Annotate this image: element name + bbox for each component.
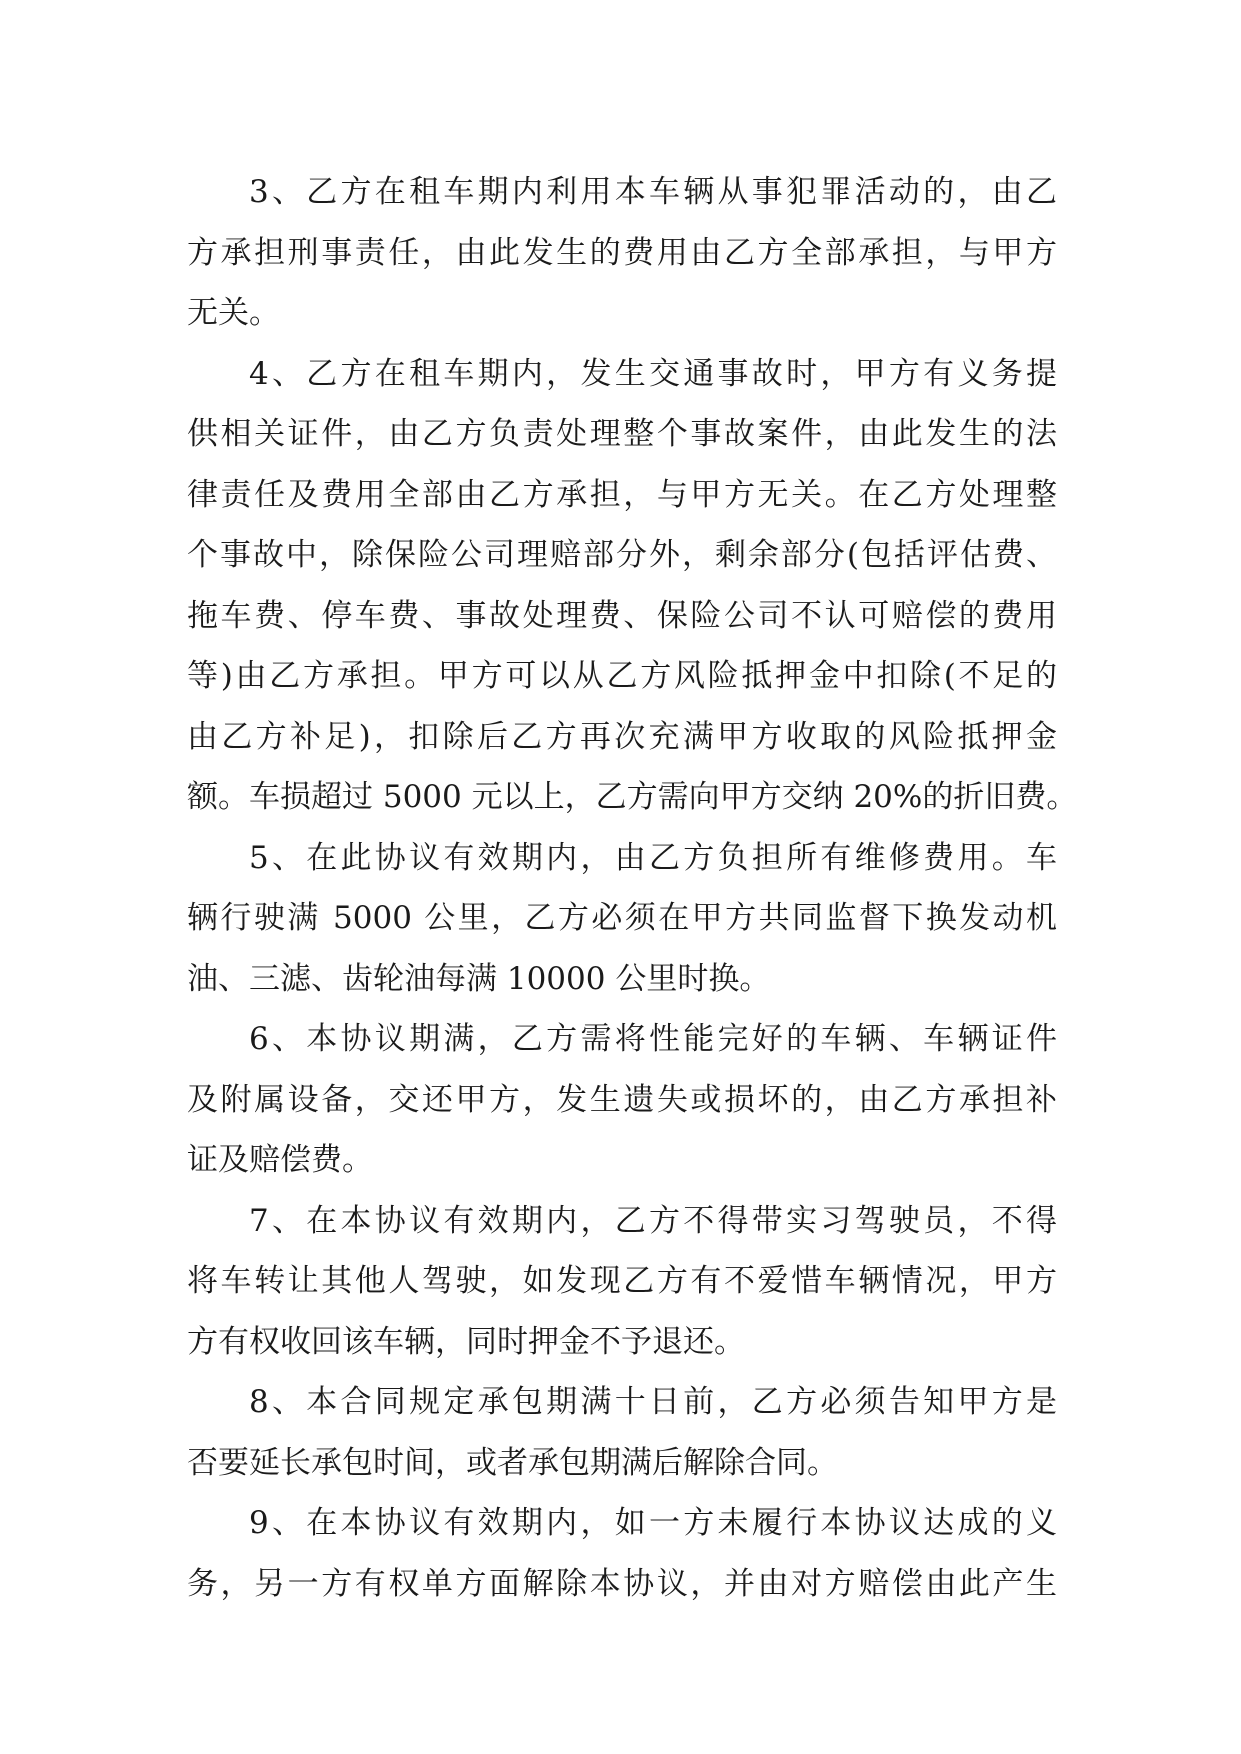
text-line: 4、乙方在租车期内，发生交通事故时，甲方有义务提	[249, 355, 1057, 392]
text-line: 务，另一方有权单方面解除本协议，并由对方赔偿由此产生	[187, 1565, 1057, 1602]
text-line: 证及赔偿费。	[187, 1142, 373, 1178]
text-line: 将车转让其他人驾驶，如发现乙方有不爱惜车辆情况，甲方	[187, 1263, 1057, 1299]
text-line: 8、本合同规定承包期满十日前，乙方必须告知甲方是	[249, 1384, 1057, 1420]
text-line: 辆行驶满 5000 公里，乙方必须在甲方共同监督下换发动机	[187, 900, 1057, 936]
text-line: 否要延长承包时间，或者承包期满后解除合同。	[187, 1444, 838, 1481]
text-line: 9、在本协议有效期内，如一方未履行本协议达成的义	[249, 1505, 1057, 1541]
text-line: 方有权收回该车辆，同时押金不予退还。	[187, 1323, 745, 1360]
text-line: 3、乙方在租车期内利用本车辆从事犯罪活动的，由乙	[249, 174, 1057, 210]
text-line: 由乙方补足)，扣除后乙方再次充满甲方收取的风险抵押金	[187, 718, 1057, 755]
text-line: 5、在此协议有效期内，由乙方负担所有维修费用。车	[249, 839, 1057, 876]
document-body	[187, 162, 1078, 1614]
text-line: 油、三滤、齿轮油每满 10000 公里时换。	[187, 960, 771, 997]
text-line: 等)由乙方承担。甲方可以从乙方风险抵押金中扣除(不足的	[187, 658, 1057, 694]
text-line: 7、在本协议有效期内，乙方不得带实习驾驶员，不得	[249, 1202, 1057, 1239]
text-line: 额。车损超过 5000 元以上，乙方需向甲方交纳 20%的折旧费。	[187, 779, 1078, 815]
text-line: 供相关证件，由乙方负责处理整个事故案件，由此发生的法	[187, 416, 1057, 452]
text-line: 及附属设备，交还甲方，发生遗失或损坏的，由乙方承担补	[187, 1081, 1057, 1118]
text-line: 方承担刑事责任，由此发生的费用由乙方全部承担，与甲方	[187, 234, 1057, 271]
text-line: 6、本协议期满，乙方需将性能完好的车辆、车辆证件	[249, 1021, 1057, 1057]
text-line: 无关。	[187, 295, 280, 331]
text-line: 拖车费、停车费、事故处理费、保险公司不认可赔偿的费用	[187, 597, 1057, 634]
text-line: 律责任及费用全部由乙方承担，与甲方无关。在乙方处理整	[187, 476, 1057, 513]
text-line: 个事故中，除保险公司理赔部分外，剩余部分(包括评估费、	[187, 537, 1057, 573]
